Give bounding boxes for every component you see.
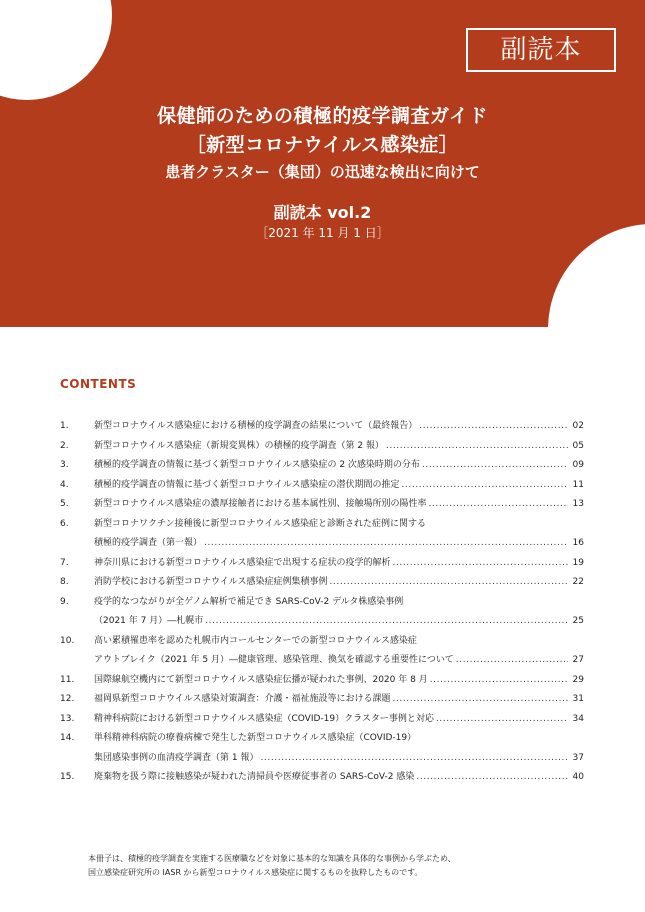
toc-entry[interactable] [60, 456, 584, 476]
toc-entry[interactable] [60, 671, 584, 691]
toc-entry-body [94, 417, 584, 437]
cover-banner [0, 0, 645, 327]
toc-entry-body [94, 437, 584, 457]
toc-entry-number: 13. [60, 713, 75, 724]
toc-entry-line [94, 710, 584, 730]
toc-entry-line [94, 729, 584, 749]
toc-entry-title: 精神科病院における新型コロナウイルス感染症（COVID-19）クラスター事例と対応 [94, 713, 434, 724]
toc-entry-body [94, 593, 584, 632]
toc-page-number: 37 [572, 752, 584, 763]
toc-entry-line [94, 690, 584, 710]
toc-entry[interactable] [60, 476, 584, 496]
toc-entry-line [94, 632, 584, 652]
toc-page-number: 16 [572, 538, 584, 548]
toc-entry-body [94, 690, 584, 710]
toc-entry-body [94, 671, 584, 691]
toc-leader-dots [419, 417, 568, 437]
volume-label: 副読本 vol.2 [273, 203, 372, 222]
toc-entry-title: （2021 年 7 月）―札幌市 [94, 616, 204, 626]
toc-entry-number: 9. [60, 596, 69, 607]
toc-entry-line [94, 534, 584, 554]
toc-entry[interactable] [60, 495, 584, 515]
toc-entry-title: 集団感染事例の血清疫学調査（第 1 報） [94, 752, 259, 763]
toc-leader-dots [386, 437, 568, 457]
footnote-line-1: 本冊子は、積極的疫学調査を実施する医療職などを対象に基本的な知識を具体的な事例から学ぶため、 [88, 854, 456, 863]
toc-entry-number: 11. [60, 674, 75, 685]
toc-entry-body [94, 729, 584, 768]
toc-entry-title: 国際線航空機内にて新型コロナウイルス感染症伝播が疑われた事例、2020 年 8 月 [94, 674, 428, 685]
toc-entry-body [94, 632, 584, 671]
toc-page-number: 40 [572, 772, 584, 782]
subtitle: 患者クラスター（集団）の迅速な検出に向けて [165, 163, 480, 181]
title-line-2: ［新型コロナウイルス感染症］ [186, 134, 459, 156]
toc-leader-dots [401, 476, 568, 496]
toc-page-number: 27 [572, 655, 584, 665]
table-of-contents [60, 417, 584, 788]
toc-page-number: 05 [572, 440, 584, 451]
toc-entry-title: 消防学校における新型コロナウイルス感染症症例集積事例 [94, 577, 328, 587]
toc-entry-title: 神奈川県における新型コロナウイルス感染症で出現する症状の疫学的解析 [94, 557, 391, 568]
toc-entry[interactable] [60, 417, 584, 437]
toc-entry-title: 積極的疫学調査の情報に基づく新型コロナウイルス感染症の 2 次感染時期の分布 [94, 460, 420, 470]
title-line-1: 保健師のための積極的疫学調査ガイド [157, 105, 488, 127]
toc-entry-line [94, 437, 584, 457]
toc-page-number: 09 [572, 460, 584, 470]
toc-entry-number: 5. [60, 499, 69, 509]
toc-leader-dots [416, 768, 568, 788]
toc-entry-body [94, 710, 584, 730]
toc-leader-dots [329, 573, 568, 593]
toc-entry-number: 6. [60, 518, 69, 529]
toc-entry-line [94, 476, 584, 496]
toc-entry-line [94, 456, 584, 476]
toc-entry[interactable] [60, 593, 584, 632]
toc-page-number: 34 [572, 713, 584, 724]
toc-leader-dots [436, 710, 568, 730]
toc-entry-body [94, 495, 584, 515]
supplement-badge: 副読本 [466, 28, 616, 72]
toc-entry-line [94, 495, 584, 515]
toc-leader-dots [430, 671, 568, 691]
toc-entry-title: 新型コロナウイルス感染症における積極的疫学調査の結果について（最終報告） [94, 421, 418, 431]
toc-entry[interactable] [60, 710, 584, 730]
toc-leader-dots [205, 612, 568, 632]
toc-leader-dots [456, 651, 568, 671]
toc-entry-number: 4. [60, 479, 69, 490]
toc-entry[interactable] [60, 768, 584, 788]
toc-leader-dots [392, 554, 568, 574]
toc-page-number: 19 [572, 557, 584, 568]
toc-page-number: 22 [572, 577, 584, 587]
toc-entry-line [94, 593, 584, 613]
toc-page-number: 11 [572, 479, 584, 490]
toc-entry-number: 15. [60, 772, 75, 782]
toc-page-number: 25 [572, 616, 584, 626]
toc-entry-title: 高い累積罹患率を認めた札幌市内コールセンターでの新型コロナウイルス感染症 [94, 635, 417, 646]
toc-entry-line [94, 671, 584, 691]
toc-entry-title: 新型コロナウイルス感染症の濃厚接触者における基本属性別、接触場所別の陽性率 [94, 499, 427, 509]
toc-entry-line [94, 417, 584, 437]
toc-entry-line [94, 573, 584, 593]
toc-entry[interactable] [60, 515, 584, 554]
toc-entry-number: 10. [60, 635, 75, 646]
toc-entry-number: 8. [60, 577, 69, 587]
toc-entry[interactable] [60, 437, 584, 457]
toc-page-number: 13 [572, 499, 584, 509]
toc-entry-body [94, 456, 584, 476]
toc-entry-body [94, 768, 584, 788]
toc-page-number: 02 [572, 421, 584, 431]
toc-entry-body [94, 554, 584, 574]
toc-entry-number: 12. [60, 694, 75, 704]
toc-entry-title: 新型コロナウイルス感染症（新規変異株）の積極的疫学調査（第 2 報） [94, 440, 384, 451]
contents-heading: CONTENTS [60, 377, 137, 391]
toc-entry-title: 福岡県新型コロナウイルス感染対策調査：介護・福祉施設等における課題 [94, 694, 391, 704]
toc-page-number: 29 [572, 674, 584, 685]
toc-entry-title: 積極的疫学調査（第一報） [94, 538, 203, 548]
toc-leader-dots [392, 690, 568, 710]
toc-entry-title: 疫学的なつながりが全ゲノム解析で補足でき SARS-CoV-2 デルタ株感染事例 [94, 596, 404, 607]
toc-entry-number: 14. [60, 733, 75, 743]
toc-entry-number: 2. [60, 440, 69, 451]
toc-leader-dots [204, 534, 568, 554]
toc-entry-title: 積極的疫学調査の情報に基づく新型コロナウイルス感染症の潜伏期間の推定 [94, 479, 400, 490]
toc-entry-line [94, 612, 584, 632]
toc-entry-number: 7. [60, 557, 69, 568]
toc-entry-body [94, 476, 584, 496]
toc-entry[interactable] [60, 573, 584, 593]
toc-entry-number: 3. [60, 460, 69, 470]
toc-entry-title: 廃棄物を扱う際に接触感染が疑われた清掃員や医療従事者の SARS-CoV-2 感染 [94, 772, 415, 782]
footnote [88, 852, 588, 880]
toc-entry-line [94, 768, 584, 788]
toc-entry-line [94, 651, 584, 671]
toc-entry-line [94, 749, 584, 769]
toc-entry-number: 1. [60, 421, 69, 431]
toc-entry-title: 単科精神科病院の療養病棟で発生した新型コロナウイルス感染症（COVID-19） [94, 733, 417, 743]
toc-leader-dots [260, 749, 568, 769]
toc-entry-body [94, 515, 584, 554]
toc-entry[interactable] [60, 632, 584, 671]
toc-entry[interactable] [60, 554, 584, 574]
footnote-line-2: 国立感染症研究所の IASR から新型コロナウイルス感染症に関するものを抜粋したものです。 [88, 868, 423, 877]
toc-entry-line [94, 554, 584, 574]
toc-leader-dots [422, 456, 568, 476]
toc-entry[interactable] [60, 729, 584, 768]
toc-entry-title: 新型コロナワクチン接種後に新型コロナウイルス感染症と診断された症例に関する [94, 518, 427, 529]
publication-date: ［2021 年 11 月 1 日］ [256, 226, 389, 240]
toc-entry-body [94, 573, 584, 593]
toc-page-number: 31 [572, 694, 584, 704]
decorative-circle-top-left [0, 0, 112, 100]
toc-leader-dots [428, 495, 568, 515]
toc-entry[interactable] [60, 690, 584, 710]
toc-entry-title: アウトブレイク（2021 年 5 月）―健康管理、感染管理、換気を確認する重要性について [94, 655, 454, 665]
toc-entry-line [94, 515, 584, 535]
